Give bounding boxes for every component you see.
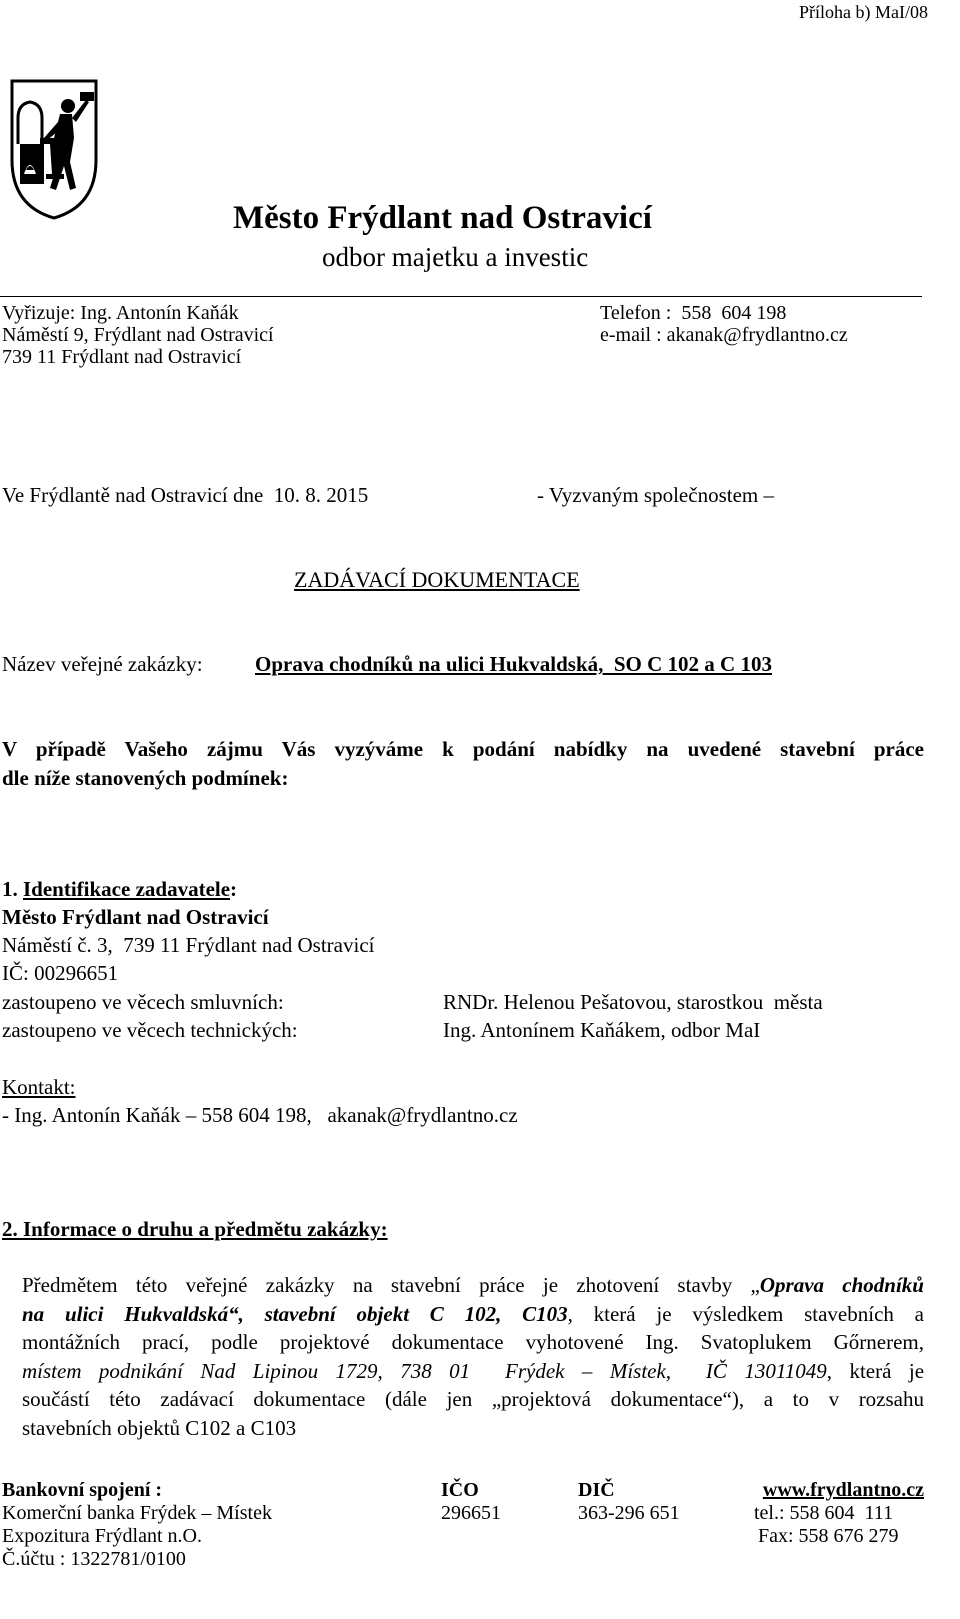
footer-website-link[interactable]: www.frydlantno.cz [762,1479,924,1501]
subject-line-2: na ulici Hukvaldská“, stavební objekt C 102, C103, která je výsledkem stavebních a [22,1301,924,1326]
contracting-authority-name: Město Frýdlant nad Ostravicí [2,905,269,929]
footer-ico-label: IČO [441,1479,479,1501]
section-2-heading: 2. Informace o druhu a předmětu zakázky: [2,1217,388,1241]
footer-dic-label: DIČ [578,1479,615,1501]
handled-by: Vyřizuje: Ing. Antonín Kaňák [2,302,239,324]
department-subtitle: odbor majetku a investic [322,242,589,272]
office-email: e-mail : akanak@frydlantno.cz [600,324,848,346]
subject-line-4: místem podnikání Nad Lipinou 1729, 738 01 Frýdek – Místek, IČ 13011049, která je [22,1358,925,1383]
section-1-heading [2,877,237,902]
footer-bank-label: Bankovní spojení : [2,1479,163,1501]
rep-tech-label: zastoupeno ve věcech technických: [2,1018,298,1042]
section-1-number: 1. [2,877,23,901]
document-title: ZADÁVACÍ DOKUMENTACE [294,567,580,592]
subject-line-6: stavebních objektů C102 a C103 [22,1415,297,1440]
contact-value: - Ing. Antonín Kaňák – 558 604 198, akanak@frydlantno.cz [2,1103,518,1127]
subject-line-5: součástí této zadávací dokumentace (dále jen „projektová dokumentace“), a to v rozsahu [22,1387,924,1411]
contact-label: Kontakt: [2,1075,76,1099]
subject-line-3: montážních prací, podle projektové dokumentace vyhotovené Ing. Svatoplukem Gőrnerem, [22,1330,924,1354]
contracting-authority-ico: IČ: 00296651 [2,961,119,985]
contract-name: Oprava chodníků na ulici Hukvaldská, SO C 102 a C 103 [255,652,772,676]
subject-line-1: Předmětem této veřejné zakázky na stavební práce je zhotovení stavby „Oprava chodníků [22,1273,924,1297]
city-title: Město Frýdlant nad Ostravicí [233,200,652,236]
coat-of-arms-logo [10,78,98,220]
rep-contract-value: RNDr. Helenou Pešatovou, starostkou města [443,990,823,1014]
section-1-colon: : [230,877,238,901]
office-address-1: Náměstí 9, Frýdlant nad Ostravicí [2,324,274,346]
invitation-paragraph [2,735,924,793]
footer-bank-name: Komerční banka Frýdek – Místek [2,1502,272,1524]
footer-account: Č.účtu : 1322781/0100 [2,1548,186,1570]
header-divider [0,296,922,297]
rep-tech-value: Ing. Antonínem Kaňákem, odbor MaI [443,1018,761,1042]
contract-name-label: Název veřejné zakázky: [2,652,203,676]
office-address-2: 739 11 Frýdlant nad Ostravicí [2,346,242,368]
footer-ico-value: 296651 [441,1502,501,1524]
rep-contract-label: zastoupeno ve věcech smluvních: [2,990,284,1014]
subject-paragraph [22,1271,924,1442]
section-1-title: Identifikace zadavatele [23,877,231,901]
office-phone: Telefon : 558 604 198 [600,302,787,324]
annex-label: Příloha b) MaI/08 [799,2,928,22]
addressee: - Vyzvaným společnostem – [537,483,774,507]
footer-branch: Expozitura Frýdlant n.O. [2,1525,202,1547]
place-date: Ve Frýdlantě nad Ostravicí dne 10. 8. 2015 [2,483,369,507]
invitation-line-1: V případě Vašeho zájmu Vás vyzýváme k podání nabídky na uvedené stavební práce [2,737,924,761]
invitation-line-2: dle níže stanovených podmínek: [2,766,289,790]
contracting-authority-address: Náměstí č. 3, 739 11 Frýdlant nad Ostravicí [2,933,375,957]
footer-fax: Fax: 558 676 279 [758,1525,899,1547]
footer-dic-value: 363-296 651 [578,1502,680,1524]
footer-telephone: tel.: 558 604 111 [754,1502,894,1524]
